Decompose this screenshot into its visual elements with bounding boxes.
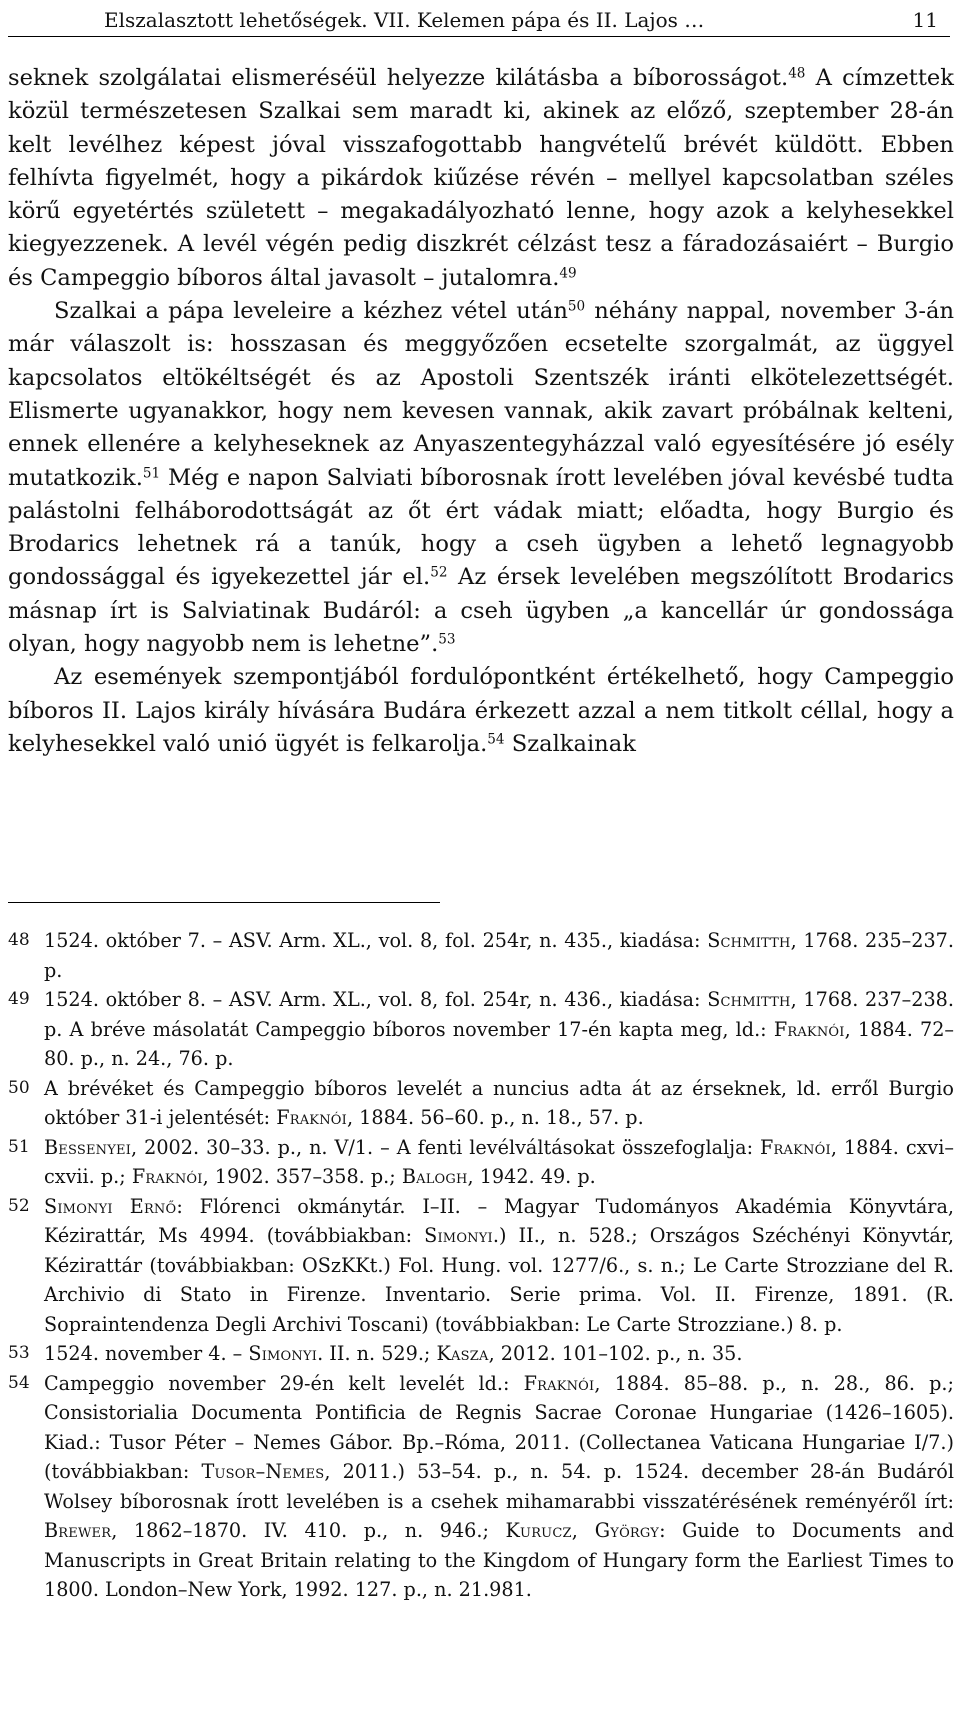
author-name: Fraknói	[276, 1106, 347, 1129]
footnote-54	[8, 1369, 954, 1605]
text-run: , 1902. 357–358. p.;	[202, 1165, 402, 1188]
footnote-ref[interactable]: 53	[438, 631, 456, 648]
footnote-ref[interactable]: 51	[142, 465, 161, 482]
footnotes	[8, 926, 954, 1605]
page-number: 11	[912, 8, 938, 32]
text-run: Szalkainak	[504, 730, 636, 757]
footnote-number: 53	[8, 1343, 30, 1363]
text-run: , 2011.) 53–54. p., n. 54. p. 1524. december 28-án Budáról Wolsey bíborosnak írott levelében is a csehek mihamarabbi visszatérésének reményéről írt:	[44, 1460, 954, 1513]
text-run: . II. n. 529.;	[317, 1342, 437, 1365]
footnote-number: 51	[8, 1136, 30, 1157]
author-name: Schmitth	[707, 988, 791, 1011]
footnote-ref[interactable]: 48	[788, 65, 806, 82]
footnote-number: 49	[8, 989, 30, 1009]
paragraph	[8, 295, 954, 661]
text-run: Szalkai a pápa leveleire a kézhez vétel után	[54, 298, 568, 325]
text-run: A címzettek közül természetesen Szalkai sem maradt ki, akinek az előző, szeptember 28-án kelt levélhez képest jóval visszafogottabb hangvételű brévét küldött. Ebben felhívta figyelmét, hogy a pikárdok kiűzése révén – mellyel kapcsolatban széles körű egyetértés született – megakadályozható lenne, hogy azok a kelyhesekkel kiegyezzenek. A levél végén pedig diszkrét célzást tesz a fáradozásaiért – Burgio és Campeggio bíboros által javasolt – jutalomra.	[8, 65, 954, 291]
text-run: Még e napon Salviati bíborosnak írott levelében jóval kevésbé tudta palástolni felháborodottságát az őt ért vádak miatt; előadta, hogy Burgio és Brodarics lehetnek rá a tanúk, hogy a cseh ügyben a lehető legnagyobb gondossággal és igyekezettel jár el.	[8, 464, 954, 591]
author-name: Fraknói	[523, 1371, 595, 1395]
author-name: Fraknói	[760, 1135, 831, 1159]
footnote-text	[44, 1369, 954, 1605]
running-header	[8, 4, 950, 37]
text-run: , 1942. 49. p.	[467, 1165, 596, 1188]
text-run: , 1884. cxvi–cxvii. p.;	[44, 1135, 954, 1188]
text-run: , 1884. 56–60. p., n. 18., 57. p.	[346, 1106, 644, 1129]
author-name: Brewer	[44, 1519, 112, 1542]
footnote-number: 50	[8, 1077, 30, 1098]
text-run: : Flórenci okmánytár. I–II. – Magyar Tudományos Akadémia Könyvtára, Kézirattár, Ms 4994. (továbbiakban:	[44, 1194, 954, 1247]
footnote-number: 48	[8, 930, 30, 950]
footnote-separator	[8, 902, 440, 903]
author-name: Kasza	[436, 1342, 489, 1365]
text-run: Az események szempontjából fordulópontként értékelhető, hogy Campeggio bíboros II. Lajos király hívására Budára érkezett azzal a nem titkolt céllal, hogy a kelyhesekkel való unió ügyét is felkarolja.	[8, 664, 954, 757]
footnote-50	[8, 1074, 954, 1133]
author-name: Simonyi	[424, 1224, 493, 1247]
author-name: Bessenyei	[44, 1135, 132, 1159]
text-run: Campeggio november 29-én kelt levelét ld.:	[44, 1371, 524, 1395]
author-name: Simonyi Ernő	[44, 1194, 177, 1218]
author-name: Kurucz, György	[505, 1519, 660, 1542]
footnote-number: 54	[8, 1372, 30, 1393]
footnote-ref[interactable]: 50	[567, 298, 586, 315]
author-name: Fraknói	[131, 1165, 203, 1188]
footnote-number: 52	[8, 1195, 30, 1216]
footnote-text	[44, 926, 954, 985]
footnote-52	[8, 1192, 954, 1340]
running-title: Elszalasztott lehetőségek. VII. Kelemen pápa és II. Lajos …	[104, 8, 705, 32]
text-run: , 2002. 30–33. p., n. V/1. – A fenti levélváltásokat összefoglalja:	[131, 1135, 761, 1159]
footnote-text	[44, 1339, 954, 1369]
footnote-ref[interactable]: 54	[487, 731, 505, 748]
author-name: Fraknói	[773, 1017, 845, 1041]
text-run: 1524. október 8. – ASV. Arm. XL., vol. 8, fol. 254r, n. 436., kiadása:	[44, 988, 708, 1011]
text-run: : Guide to Documents and Manuscripts in Great Britain relating to the Kingdom of Hungary form the Earliest Times to 1800. London–New York, 1992. 127. p., n. 21.981.	[44, 1519, 954, 1601]
footnote-51	[8, 1133, 954, 1192]
text-run: , 2012. 101–102. p., n. 35.	[488, 1342, 743, 1365]
text-run: , 1884. 85–88. p., n. 28., 86. p.; Consistorialia Documenta Pontificia de Regnis Sacrae Coronae Hungariae (1426–1605). Kiad.: Tusor Péter – Nemes Gábor. Bp.–Róma, 2011. (Collectanea Vaticana Hungariae I/7.) (továbbiakban:	[44, 1371, 954, 1483]
text-run: néhány nappal, november 3-án már válaszolt is: hosszasan és meggyőzően ecsetelte szorgalmát, az üggyel kapcsolatos eltökéltségét és az Apostoli Szentszék iránti elkötelezettségét. Elismerte ugyanakkor, hogy nem kevesen vannak, akik zavart próbálnak kelteni, ennek ellenére a kelyheseknek az Anyaszentegyházzal való egyesítésére jó esély mutatkozik.	[8, 298, 954, 491]
footnote-53	[8, 1339, 954, 1369]
paragraph	[8, 62, 954, 295]
text-run: , 1768. 235–237. p.	[44, 929, 954, 982]
footnote-ref[interactable]: 49	[559, 265, 577, 282]
footnote-49	[8, 985, 954, 1074]
text-run: A brévéket és Campeggio bíboros levelét a nuncius adta át az érseknek, ld. erről Burgio október 31-i jelentését:	[44, 1076, 954, 1129]
footnote-text	[44, 1074, 954, 1133]
footnote-text	[44, 985, 954, 1074]
text-run: seknek szolgálatai elismeréséül helyezze kilátásba a bíborosságot.	[8, 65, 789, 91]
text-run: , 1768. 237–238. p. A bréve másolatát Campeggio bíboros november 17-én kapta meg, ld.:	[44, 988, 954, 1041]
footnote-ref[interactable]: 52	[430, 565, 448, 581]
text-run: 1524. október 7. – ASV. Arm. XL., vol. 8, fol. 254r, n. 435., kiadása:	[44, 929, 708, 952]
footnote-text	[44, 1192, 954, 1340]
text-run: , 1862–1870. IV. 410. p., n. 946.;	[111, 1519, 506, 1542]
text-run: 1524. november 4. –	[44, 1342, 249, 1365]
footnote-text	[44, 1133, 954, 1192]
body-text	[8, 62, 954, 761]
author-name: Tusor–Nemes	[201, 1460, 325, 1483]
footnote-48	[8, 926, 954, 985]
author-name: Balogh	[401, 1165, 468, 1188]
text-run: Az érsek levelében megszólított Brodarics másnap írt is Salviatinak Budáról: a cseh ügyben „a kancellár úr gondossága olyan, hogy nagyobb nem is lehetne”.	[8, 564, 954, 658]
author-name: Schmitth	[707, 929, 791, 952]
author-name: Simonyi	[248, 1342, 318, 1365]
paragraph	[8, 661, 954, 761]
text-run: , 1884. 72–80. p., n. 24., 76. p.	[44, 1017, 954, 1070]
text-run: .) II., n. 528.; Országos Széchényi Könyvtár, Kézirattár (továbbiakban: OSzKKt.) Fol. Hung. vol. 1277/6., s. n.; Le Carte Strozziane del R. Archivio di Stato in Firenze. Inventario. Serie prima. Vol. II. Firenze, 1891. (R. Sopraintendenza Degli Archivi Toscani) (továbbiakban: Le Carte Strozziane.) 8. p.	[44, 1224, 955, 1336]
